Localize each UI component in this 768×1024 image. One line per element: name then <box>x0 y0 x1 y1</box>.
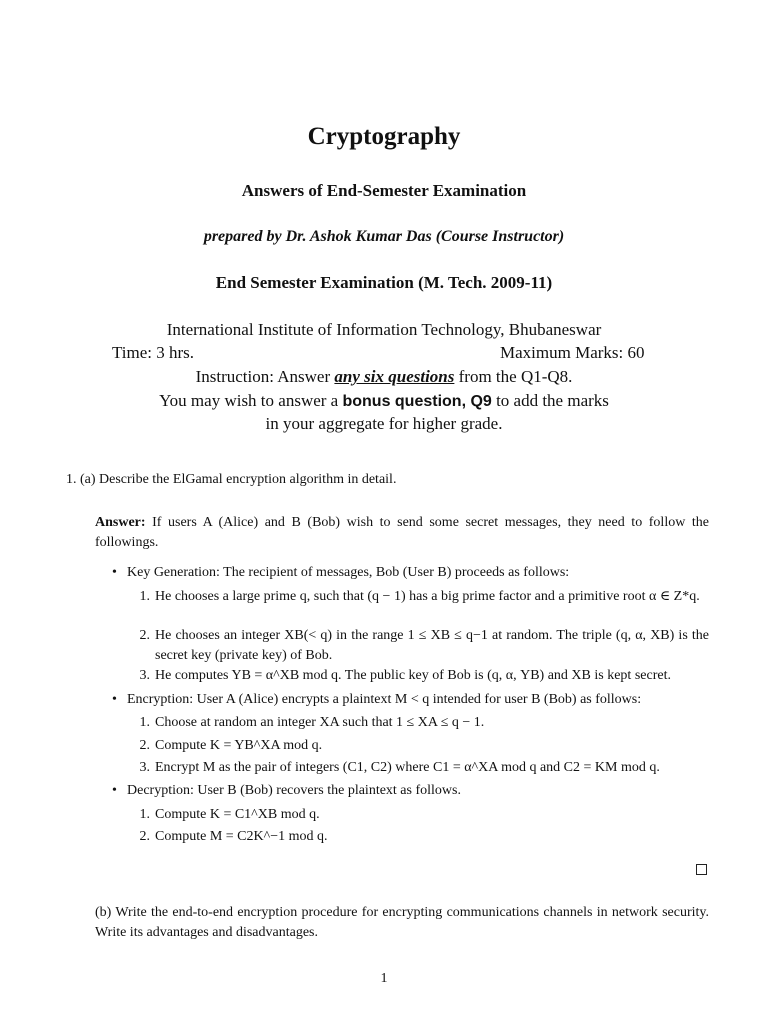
list-number: 3. <box>139 760 150 775</box>
list-number: 1. <box>139 589 150 604</box>
document-subtitle: Answers of End-Semester Examination <box>241 181 527 200</box>
institute-name: International Institute of Information Technology, Bhubaneswar <box>166 320 602 339</box>
encryption-item-3: Encrypt M as the pair of integers (C1, C2) where C1 = α^XA mod q and C2 = KM mod q. <box>155 760 660 775</box>
list-number: 2. <box>139 628 150 643</box>
encryption-heading: Encryption: User A (Alice) encrypts a plaintext M < q intended for user B (Bob) as follows: <box>127 692 642 707</box>
encryption-item-2: Compute K = YB^XA mod q. <box>155 738 323 753</box>
question-1a: 1. (a) Describe the ElGamal encryption algorithm in detail. <box>66 472 397 487</box>
answer-label: Answer: <box>95 515 146 530</box>
list-number: 1. <box>139 715 150 730</box>
exam-title: End Semester Examination (M. Tech. 2009-11) <box>215 273 553 292</box>
list-number: 2. <box>139 738 150 753</box>
keygen-item-2: He chooses an integer XB(< q) in the range 1 ≤ XB ≤ q−1 at random. The triple (q, α, XB) is the secret key (private key) of Bob. <box>155 628 709 663</box>
decryption-heading: Decryption: User B (Bob) recovers the plaintext as follows. <box>127 783 461 798</box>
keygen-item-3: He computes YB = α^XB mod q. The public key of Bob is (q, α, YB) and XB is kept secret. <box>155 668 671 683</box>
decryption-item-1: Compute K = C1^XB mod q. <box>155 807 320 822</box>
document-title: Cryptography <box>307 123 461 150</box>
aggregate-line: in your aggregate for higher grade. <box>265 414 503 433</box>
answer-paragraph <box>95 513 709 553</box>
bonus-post: to add the marks <box>496 391 609 410</box>
instruction-post: from the Q1-Q8. <box>458 367 573 386</box>
question-1b: (b) Write the end-to-end encryption procedure for encrypting communications channels in network security. Write its advantages and disadvantages. <box>95 905 709 940</box>
keygen-heading: Key Generation: The recipient of messages, Bob (User B) proceeds as follows: <box>127 565 570 580</box>
bonus-question: bonus question, Q9 <box>342 393 492 410</box>
page-number: 1 <box>380 971 388 986</box>
decryption-item-2: Compute M = C2K^−1 mod q. <box>155 829 328 844</box>
instruction-line <box>0 367 768 387</box>
exam-time: Time: 3 hrs. <box>112 343 195 362</box>
prepared-by: prepared by Dr. Ashok Kumar Das (Course Instructor) <box>203 228 565 245</box>
bonus-line <box>0 391 768 411</box>
answer-intro: If users A (Alice) and B (Bob) wish to send some secret messages, they need to follow the followings. <box>95 515 709 550</box>
bonus-pre: You may wish to answer a <box>159 391 339 410</box>
list-number: 2. <box>139 829 150 844</box>
instruction-emphasis: any six questions <box>334 367 455 386</box>
list-number: 3. <box>139 668 150 683</box>
max-marks: Maximum Marks: 60 <box>500 343 645 362</box>
list-number: 1. <box>139 807 150 822</box>
encryption-item-1: Choose at random an integer XA such that 1 ≤ XA ≤ q − 1. <box>155 715 485 730</box>
keygen-item-1: He chooses a large prime q, such that (q − 1) has a big prime factor and a primitive root α ∈ Z*q. <box>155 589 700 604</box>
qed-square-icon <box>696 864 707 875</box>
instruction-pre: Instruction: Answer <box>195 367 331 386</box>
